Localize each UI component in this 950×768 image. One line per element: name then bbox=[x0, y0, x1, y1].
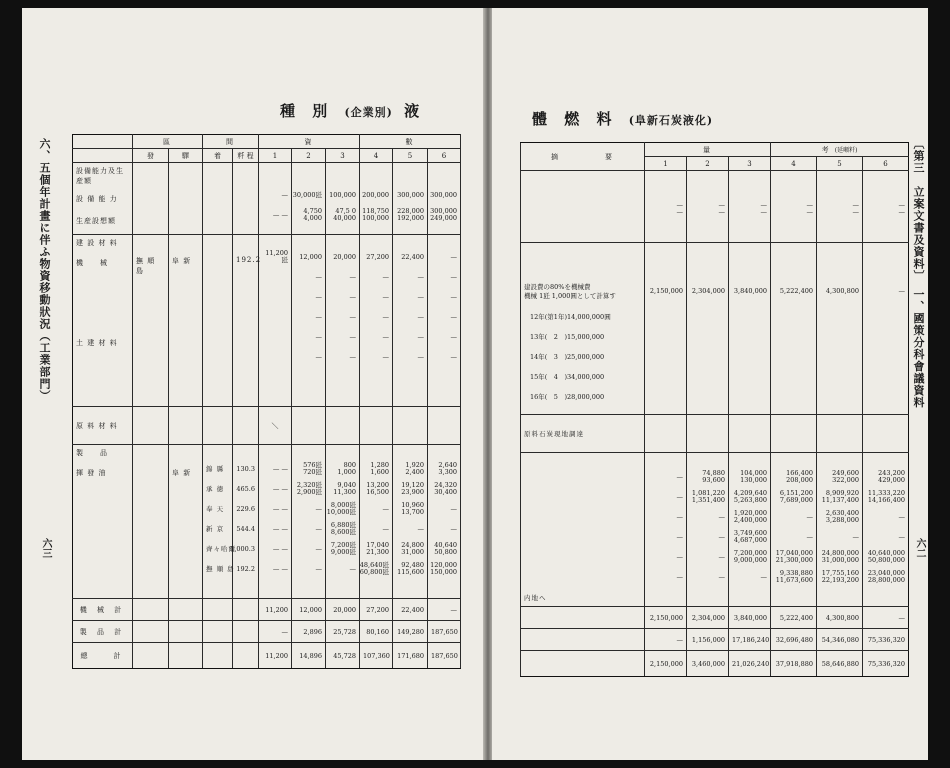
value-cell: 47,5 0 40,000 bbox=[333, 207, 357, 222]
year-header: 3 bbox=[729, 157, 771, 171]
distance: 192.2 bbox=[236, 564, 255, 573]
left-page-number: 六三 bbox=[40, 538, 51, 558]
section-title: 原 料 材 料 bbox=[73, 407, 133, 445]
value-cell: — bbox=[382, 504, 390, 513]
value-cell: 300,000 bbox=[430, 190, 458, 199]
total-row: 2,150,000 2,304,000 3,840,000 5,222,400 4,300,800 — bbox=[521, 607, 909, 629]
value-cell: 22,400 bbox=[401, 252, 425, 261]
civil-note: 機械 1瓩 1,000圓として計算す bbox=[524, 292, 616, 300]
header-money: 量 bbox=[645, 143, 771, 157]
value-cell: — bbox=[852, 532, 860, 541]
subheader-station-b: 粁 程 bbox=[233, 149, 259, 163]
destination: 錦 縣 bbox=[206, 464, 225, 473]
value-cell: 19,120 23,900 bbox=[401, 481, 425, 496]
distance: 192.2 bbox=[236, 256, 262, 264]
total-row: 2,150,000 3,460,000 21,026,240 37,918,880 58,646,880 75,336,320 bbox=[521, 651, 909, 677]
distance: 229.6 bbox=[236, 504, 255, 513]
destination: 奉 天 bbox=[206, 504, 225, 513]
value-cell: 100,000 bbox=[329, 190, 357, 199]
year-header: 1 bbox=[259, 149, 292, 163]
value-cell: 7,200瓩 9,000瓩 bbox=[330, 541, 357, 556]
corner-cell bbox=[73, 135, 133, 149]
row-label bbox=[73, 163, 133, 235]
destination: 齊々哈爾 bbox=[206, 544, 236, 553]
total-label: 製 品 計 bbox=[73, 621, 133, 643]
value-cell: 3,749,600 4,687,000 bbox=[733, 529, 768, 544]
total-label: 機 械 計 bbox=[73, 599, 133, 621]
year-header: 4 bbox=[771, 157, 817, 171]
mark: ＼ bbox=[259, 407, 292, 445]
value-cell: 576瓩 720瓩 bbox=[303, 461, 322, 476]
total-row: 製 品 計 — 2,896 25,728 80,160 149,280 187,650 bbox=[73, 621, 461, 643]
value-cell: 17,755,160 22,193,200 bbox=[821, 569, 860, 584]
table-row bbox=[73, 407, 461, 445]
header-count: 數 bbox=[360, 135, 461, 149]
value-cell: 27,200 bbox=[366, 252, 390, 261]
value-cell: 17,040,000 21,300,000 bbox=[775, 549, 814, 564]
value-cell: 2,320瓩 2,900瓩 bbox=[296, 481, 322, 496]
year-header: 2 bbox=[687, 157, 729, 171]
year-header: 5 bbox=[393, 149, 428, 163]
value-cell: 104,000 130,000 bbox=[740, 469, 768, 484]
value-cell: 30,000瓩 bbox=[292, 190, 322, 199]
value-cell: 48,640瓩 60,800瓩 bbox=[359, 561, 390, 576]
value-cell: — bbox=[718, 552, 725, 561]
value-cell: — bbox=[760, 572, 768, 581]
prod-note: 内地へ bbox=[521, 453, 645, 607]
value-cell: 1,081,220 1,351,400 bbox=[691, 489, 725, 504]
sub-label: 機 械 bbox=[76, 259, 108, 267]
value-cell: 6,880瓩 8,600瓩 bbox=[330, 521, 357, 536]
right-page-number: 六二 bbox=[914, 538, 925, 558]
value-cell: — — bbox=[272, 504, 288, 513]
destination: 撫 順 島 bbox=[206, 564, 235, 573]
value-cell: 3,840,000 bbox=[733, 286, 768, 295]
value-cell: 2,150,000 bbox=[649, 286, 683, 295]
total-row: — 1,156,000 17,186,240 32,696,480 54,346,080 75,336,320 bbox=[521, 629, 909, 651]
value-cell: — bbox=[718, 512, 725, 521]
value-cell: — bbox=[676, 532, 683, 541]
value-cell: — bbox=[898, 532, 906, 541]
left-side-caption: 六、五個年計畫に伴ふ物資移動狀況（工業部門） bbox=[38, 138, 51, 402]
header-count: 考 (延噸粁) bbox=[771, 143, 909, 157]
value-cell: 300,000 bbox=[397, 190, 425, 199]
value-cell: 2,304,000 bbox=[691, 286, 725, 295]
value-cell: — bbox=[806, 512, 814, 521]
value-cell: 74,880 93,600 bbox=[702, 469, 725, 484]
value-cell: 13,200 16,500 bbox=[366, 481, 390, 496]
value-cell: 40,640 50,800 bbox=[434, 541, 458, 556]
right-page bbox=[492, 8, 928, 760]
table-row bbox=[521, 453, 909, 607]
value-cell: — bbox=[806, 532, 814, 541]
value-cell: 8,909,920 11,137,400 bbox=[821, 489, 860, 504]
value-cell: — bbox=[676, 552, 683, 561]
title-sub: (阜新石炭液化) bbox=[628, 114, 714, 127]
value-cell: 243,200 429,000 bbox=[878, 469, 906, 484]
title-main: 種 別 bbox=[280, 102, 334, 120]
year-budget: 15年( 4 )34,000,000 bbox=[530, 373, 605, 381]
value-cell: 249,600 322,000 bbox=[832, 469, 860, 484]
title-main: 體 燃 料 bbox=[532, 110, 618, 128]
table-row bbox=[521, 415, 909, 453]
table-row bbox=[73, 163, 461, 235]
table-row bbox=[521, 243, 909, 415]
value-cell: 12,000 bbox=[299, 252, 322, 261]
value-cell: — bbox=[718, 532, 725, 541]
value-cell: 166,400 208,000 bbox=[786, 469, 814, 484]
value-cell: 1,920 2,400 bbox=[405, 461, 425, 476]
value-cell: 24,320 30,400 bbox=[434, 481, 458, 496]
value-cell: — — bbox=[272, 464, 288, 473]
year-budget: 14年( 3 )25,000,000 bbox=[530, 353, 605, 361]
value-cell: 10,960 13,700 bbox=[401, 501, 425, 516]
value-cell: 17,040 21,300 bbox=[366, 541, 390, 556]
total-row: 總 計 11,200 14,896 45,728 107,360 171,680 187,650 bbox=[73, 643, 461, 669]
value-cell: 4,750 4,000 bbox=[303, 207, 322, 222]
left-table bbox=[72, 134, 461, 669]
subheader-station-a: 驛 bbox=[169, 149, 203, 163]
subheader-from: 發 bbox=[133, 149, 169, 163]
value-cell: — — bbox=[272, 564, 288, 573]
value-cell: 9,040 11,300 bbox=[333, 481, 357, 496]
from-station: 阜 新 bbox=[172, 469, 192, 477]
year-budget: 12年(第1年)14,000,000圓 bbox=[530, 313, 611, 321]
year-header: 5 bbox=[817, 157, 863, 171]
left-page bbox=[22, 8, 484, 760]
header-desc: 摘 要 bbox=[521, 143, 645, 171]
value-cell: — bbox=[676, 572, 683, 581]
distance: 544.4 bbox=[236, 524, 255, 533]
year-header: 6 bbox=[863, 157, 909, 171]
sub-label: 土 建 材 料 bbox=[76, 339, 118, 347]
section-title: 建 設 材 料 bbox=[76, 239, 118, 247]
value-cell: 24,800,000 31,000,000 bbox=[821, 549, 860, 564]
destination: 承 徳 bbox=[206, 484, 225, 493]
value-cell: 9,338,880 11,673,600 bbox=[775, 569, 814, 584]
value-cell: — bbox=[450, 252, 458, 261]
value-cell: — bbox=[898, 286, 906, 295]
header-category: 區 bbox=[133, 135, 203, 149]
value-cell: — bbox=[315, 564, 322, 573]
value-cell: 118,750 100,000 bbox=[362, 207, 390, 222]
header-section: 間 bbox=[203, 135, 259, 149]
year-header: 4 bbox=[360, 149, 393, 163]
value-cell: 800 1,000 bbox=[337, 461, 357, 476]
year-budget: 13年( 2 )15,000,000 bbox=[530, 333, 605, 341]
value-cell: — — bbox=[272, 484, 288, 493]
distance: 465.6 bbox=[236, 484, 255, 493]
year-budget: 16年( 5 )28,000,000 bbox=[530, 393, 605, 401]
value-cell: 92,480 115,600 bbox=[397, 561, 425, 576]
year-header: 2 bbox=[292, 149, 326, 163]
row-label bbox=[73, 235, 133, 407]
value-cell: 2,640 3,300 bbox=[438, 461, 458, 476]
year-header: 1 bbox=[645, 157, 687, 171]
value-cell: — bbox=[315, 544, 322, 553]
value-cell: — bbox=[898, 512, 906, 521]
value-cell: 300,000 249,000 bbox=[430, 207, 458, 222]
destination: 新 京 bbox=[206, 524, 225, 533]
left-title bbox=[280, 100, 425, 121]
title-sub: (企業別) bbox=[344, 106, 393, 119]
value-cell: 24,800 31,000 bbox=[401, 541, 425, 556]
value-cell: — — bbox=[272, 544, 288, 553]
to-station: 阜 新 bbox=[172, 257, 192, 265]
value-cell: — bbox=[450, 504, 458, 513]
value-cell: 11,333,220 14,166,400 bbox=[867, 489, 906, 504]
right-title bbox=[532, 108, 713, 129]
subheader-to: 着 bbox=[203, 149, 233, 163]
value-cell: 1,920,000 2,400,000 bbox=[733, 509, 768, 524]
value-cell: 8,000瓩 10,000瓩 bbox=[326, 501, 357, 516]
value-cell: 120,000 150,000 bbox=[430, 561, 458, 576]
sub-label: 生産設想額 bbox=[76, 217, 116, 225]
total-label: 總 計 bbox=[73, 643, 133, 669]
value-cell: — — bbox=[272, 210, 288, 219]
value-cell: — bbox=[676, 472, 683, 481]
value-cell: — bbox=[382, 524, 390, 533]
value-cell: 2,630,400 3,288,000 bbox=[825, 509, 860, 524]
right-table bbox=[520, 142, 909, 677]
value-cell: — bbox=[315, 524, 322, 533]
year-header: 6 bbox=[428, 149, 461, 163]
value-cell: 1,280 1,600 bbox=[370, 461, 390, 476]
distance: 130.3 bbox=[236, 464, 255, 473]
value-cell: 200,000 bbox=[362, 190, 390, 199]
value-cell: 6,151,200 7,689,000 bbox=[779, 489, 814, 504]
value-cell: 7,200,000 9,000,000 bbox=[733, 549, 768, 564]
value-cell: 4,300,800 bbox=[825, 286, 860, 295]
year-header: 3 bbox=[326, 149, 360, 163]
table-row bbox=[73, 445, 461, 599]
distance: 1,000.3 bbox=[230, 544, 255, 553]
value-cell: 23,040,000 28,800,000 bbox=[867, 569, 906, 584]
total-row: 機 械 計 11,200 12,000 20,000 27,200 22,400 — bbox=[73, 599, 461, 621]
value-cell: — — bbox=[272, 524, 288, 533]
value-cell: — bbox=[315, 504, 322, 513]
value-cell: — bbox=[417, 524, 425, 533]
value-cell: — bbox=[450, 524, 458, 533]
raw-note: 原料石炭現地調達 bbox=[521, 415, 645, 453]
title-end: 液 bbox=[404, 102, 426, 120]
value-cell: 20,000 bbox=[333, 252, 357, 261]
value-cell: — bbox=[281, 190, 288, 199]
sub-label: 設 備 能 力 bbox=[76, 195, 118, 203]
row-label bbox=[73, 445, 133, 599]
value-cell: 228,000 192,000 bbox=[397, 207, 425, 222]
sub-label: 揮 發 油 bbox=[76, 469, 107, 477]
civil-note: 建設費の80%を機械費 bbox=[524, 283, 591, 291]
value-cell: — bbox=[676, 512, 683, 521]
section-title: 設備能力及生産額 bbox=[76, 167, 124, 185]
value-cell: — bbox=[676, 492, 683, 501]
table-row: — — — — — — — — — — — — bbox=[521, 171, 909, 243]
value-cell: 5,222,400 bbox=[779, 286, 814, 295]
value-cell: — bbox=[718, 572, 725, 581]
section-title: 製 品 bbox=[76, 449, 108, 457]
value-cell: 11,200瓩 bbox=[265, 249, 288, 264]
table-row bbox=[73, 235, 461, 407]
value-cell: — bbox=[349, 564, 357, 573]
from-station: 撫 順 島 bbox=[136, 257, 156, 275]
value-cell: 40,640,000 50,800,000 bbox=[867, 549, 906, 564]
corner-sub-cell bbox=[73, 149, 133, 163]
value-cell: 4,209,640 5,263,800 bbox=[733, 489, 768, 504]
header-money: 資 bbox=[259, 135, 360, 149]
right-side-caption: 〔第三 立案文書及資料〕 一、國策分科會議資料 bbox=[912, 138, 925, 409]
